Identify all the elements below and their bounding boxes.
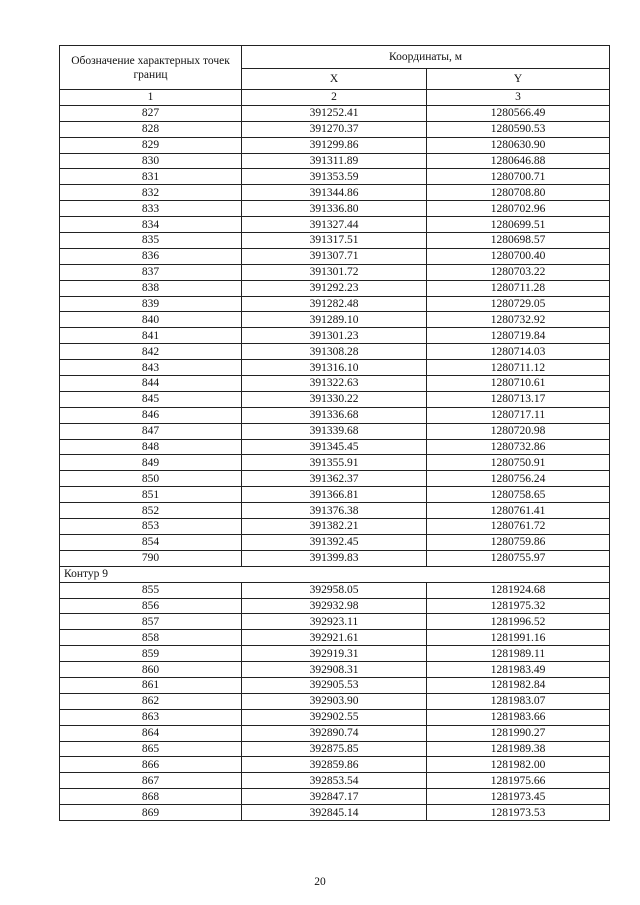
table-row xyxy=(60,185,610,201)
page-number: 20 xyxy=(314,876,326,888)
point-number-cell: 843 xyxy=(60,360,242,376)
x-coordinate-cell: 391336.68 xyxy=(242,407,427,423)
y-coordinate-cell: 1280699.51 xyxy=(427,217,610,233)
table-row xyxy=(60,709,610,725)
x-coordinate-cell: 392958.05 xyxy=(242,582,427,598)
x-coordinate-cell: 391317.51 xyxy=(242,233,427,249)
table-row xyxy=(60,344,610,360)
x-coordinate-cell: 391292.23 xyxy=(242,280,427,296)
y-coordinate-cell: 1280698.57 xyxy=(427,233,610,249)
table-row xyxy=(60,312,610,328)
table-row xyxy=(60,519,610,535)
y-coordinate-cell: 1280700.71 xyxy=(427,169,610,185)
x-coordinate-cell: 392905.53 xyxy=(242,677,427,693)
x-coordinate-cell: 391311.89 xyxy=(242,153,427,169)
point-number-cell: 851 xyxy=(60,487,242,503)
table-row xyxy=(60,264,610,280)
x-coordinate-cell: 391344.86 xyxy=(242,185,427,201)
table-row xyxy=(60,248,610,264)
y-coordinate-cell: 1280755.97 xyxy=(427,550,610,566)
designation-header: Обозначение характерных точек границ xyxy=(60,46,242,90)
y-coordinate-cell: 1280590.53 xyxy=(427,121,610,137)
point-number-cell: 837 xyxy=(60,264,242,280)
table-row xyxy=(60,391,610,407)
x-coordinate-cell: 391301.72 xyxy=(242,264,427,280)
point-number-cell: 831 xyxy=(60,169,242,185)
table-row xyxy=(60,121,610,137)
table-row xyxy=(60,725,610,741)
table-row xyxy=(60,407,610,423)
y-coordinate-cell: 1280630.90 xyxy=(427,137,610,153)
y-coordinate-cell: 1281982.84 xyxy=(427,677,610,693)
x-header: X xyxy=(242,69,427,90)
table-row xyxy=(60,360,610,376)
y-coordinate-cell: 1281973.45 xyxy=(427,789,610,805)
point-number-cell: 790 xyxy=(60,550,242,566)
x-coordinate-cell: 391289.10 xyxy=(242,312,427,328)
x-coordinate-cell: 391339.68 xyxy=(242,423,427,439)
x-coordinate-cell: 391345.45 xyxy=(242,439,427,455)
y-coordinate-cell: 1281973.53 xyxy=(427,805,610,821)
y-coordinate-cell: 1280711.12 xyxy=(427,360,610,376)
table-row xyxy=(60,169,610,185)
point-number-cell: 845 xyxy=(60,391,242,407)
table-row xyxy=(60,598,610,614)
point-number-cell: 859 xyxy=(60,646,242,662)
point-number-cell: 844 xyxy=(60,376,242,392)
x-coordinate-cell: 392875.85 xyxy=(242,741,427,757)
point-number-cell: 834 xyxy=(60,217,242,233)
x-coordinate-cell: 391392.45 xyxy=(242,534,427,550)
coordinates-table xyxy=(59,45,610,821)
column-number-row xyxy=(60,90,610,106)
table-row xyxy=(60,741,610,757)
x-coordinate-cell: 391316.10 xyxy=(242,360,427,376)
y-coordinate-cell: 1281989.11 xyxy=(427,646,610,662)
point-number-cell: 853 xyxy=(60,519,242,535)
y-coordinate-cell: 1280700.40 xyxy=(427,248,610,264)
x-coordinate-cell: 391282.48 xyxy=(242,296,427,312)
point-number-cell: 856 xyxy=(60,598,242,614)
table-row xyxy=(60,582,610,598)
table-row xyxy=(60,487,610,503)
point-number-cell: 835 xyxy=(60,233,242,249)
point-number-cell: 861 xyxy=(60,677,242,693)
x-coordinate-cell: 391355.91 xyxy=(242,455,427,471)
y-coordinate-cell: 1281996.52 xyxy=(427,614,610,630)
x-coordinate-cell: 392903.90 xyxy=(242,693,427,709)
y-coordinate-cell: 1280729.05 xyxy=(427,296,610,312)
table-row xyxy=(60,137,610,153)
y-coordinate-cell: 1281982.00 xyxy=(427,757,610,773)
x-coordinate-cell: 392919.31 xyxy=(242,646,427,662)
y-coordinate-cell: 1280646.88 xyxy=(427,153,610,169)
x-coordinate-cell: 392921.61 xyxy=(242,630,427,646)
y-coordinate-cell: 1280756.24 xyxy=(427,471,610,487)
table-row xyxy=(60,534,610,550)
point-number-cell: 868 xyxy=(60,789,242,805)
table-row xyxy=(60,693,610,709)
point-number-cell: 848 xyxy=(60,439,242,455)
x-coordinate-cell: 391308.28 xyxy=(242,344,427,360)
x-coordinate-cell: 392847.17 xyxy=(242,789,427,805)
table-row xyxy=(60,789,610,805)
point-number-cell: 827 xyxy=(60,105,242,121)
table-row xyxy=(60,423,610,439)
point-number-cell: 860 xyxy=(60,662,242,678)
table-row xyxy=(60,677,610,693)
y-coordinate-cell: 1280714.03 xyxy=(427,344,610,360)
table-row xyxy=(60,773,610,789)
table-row xyxy=(60,280,610,296)
column-number: 3 xyxy=(427,90,610,106)
point-number-cell: 840 xyxy=(60,312,242,328)
y-coordinate-cell: 1280708.80 xyxy=(427,185,610,201)
point-number-cell: 849 xyxy=(60,455,242,471)
table-row xyxy=(60,471,610,487)
point-number-cell: 829 xyxy=(60,137,242,153)
x-coordinate-cell: 391252.41 xyxy=(242,105,427,121)
table-row xyxy=(60,630,610,646)
table-row xyxy=(60,662,610,678)
y-coordinate-cell: 1281983.07 xyxy=(427,693,610,709)
table-row xyxy=(60,105,610,121)
table-body xyxy=(60,105,610,820)
x-coordinate-cell: 392908.31 xyxy=(242,662,427,678)
x-coordinate-cell: 392932.98 xyxy=(242,598,427,614)
y-coordinate-cell: 1280710.61 xyxy=(427,376,610,392)
point-number-cell: 836 xyxy=(60,248,242,264)
y-coordinate-cell: 1281983.49 xyxy=(427,662,610,678)
x-coordinate-cell: 391399.83 xyxy=(242,550,427,566)
table-row xyxy=(60,439,610,455)
y-coordinate-cell: 1280758.65 xyxy=(427,487,610,503)
x-coordinate-cell: 391336.80 xyxy=(242,201,427,217)
x-coordinate-cell: 392859.86 xyxy=(242,757,427,773)
y-coordinate-cell: 1280717.11 xyxy=(427,407,610,423)
x-coordinate-cell: 391330.22 xyxy=(242,391,427,407)
y-coordinate-cell: 1280713.17 xyxy=(427,391,610,407)
coordinates-header: Координаты, м xyxy=(242,46,610,69)
point-number-cell: 867 xyxy=(60,773,242,789)
table-row xyxy=(60,296,610,312)
y-coordinate-cell: 1280703.22 xyxy=(427,264,610,280)
point-number-cell: 842 xyxy=(60,344,242,360)
table-row xyxy=(60,757,610,773)
y-coordinate-cell: 1281975.32 xyxy=(427,598,610,614)
point-number-cell: 850 xyxy=(60,471,242,487)
x-coordinate-cell: 391362.37 xyxy=(242,471,427,487)
point-number-cell: 838 xyxy=(60,280,242,296)
y-coordinate-cell: 1281990.27 xyxy=(427,725,610,741)
table-row xyxy=(60,503,610,519)
point-number-cell: 863 xyxy=(60,709,242,725)
point-number-cell: 854 xyxy=(60,534,242,550)
x-coordinate-cell: 391299.86 xyxy=(242,137,427,153)
y-coordinate-cell: 1281924.68 xyxy=(427,582,610,598)
x-coordinate-cell: 392845.14 xyxy=(242,805,427,821)
y-coordinate-cell: 1280702.96 xyxy=(427,201,610,217)
y-coordinate-cell: 1280566.49 xyxy=(427,105,610,121)
y-coordinate-cell: 1280732.92 xyxy=(427,312,610,328)
y-coordinate-cell: 1280720.98 xyxy=(427,423,610,439)
contour-row xyxy=(60,566,610,582)
table-row xyxy=(60,217,610,233)
y-coordinate-cell: 1280732.86 xyxy=(427,439,610,455)
table-row xyxy=(60,153,610,169)
contour-label: Контур 9 xyxy=(60,566,610,582)
table-row xyxy=(60,550,610,566)
y-coordinate-cell: 1280759.86 xyxy=(427,534,610,550)
table-row xyxy=(60,805,610,821)
x-coordinate-cell: 392853.54 xyxy=(242,773,427,789)
x-coordinate-cell: 392902.55 xyxy=(242,709,427,725)
y-coordinate-cell: 1280750.91 xyxy=(427,455,610,471)
point-number-cell: 841 xyxy=(60,328,242,344)
column-number: 2 xyxy=(242,90,427,106)
table-row xyxy=(60,614,610,630)
point-number-cell: 866 xyxy=(60,757,242,773)
table-row xyxy=(60,646,610,662)
y-coordinate-cell: 1281989.38 xyxy=(427,741,610,757)
point-number-cell: 852 xyxy=(60,503,242,519)
y-coordinate-cell: 1281975.66 xyxy=(427,773,610,789)
column-number: 1 xyxy=(60,90,242,106)
point-number-cell: 847 xyxy=(60,423,242,439)
point-number-cell: 869 xyxy=(60,805,242,821)
y-coordinate-cell: 1281983.66 xyxy=(427,709,610,725)
point-number-cell: 857 xyxy=(60,614,242,630)
x-coordinate-cell: 391366.81 xyxy=(242,487,427,503)
x-coordinate-cell: 391322.63 xyxy=(242,376,427,392)
point-number-cell: 828 xyxy=(60,121,242,137)
point-number-cell: 846 xyxy=(60,407,242,423)
point-number-cell: 864 xyxy=(60,725,242,741)
point-number-cell: 858 xyxy=(60,630,242,646)
point-number-cell: 832 xyxy=(60,185,242,201)
x-coordinate-cell: 391301.23 xyxy=(242,328,427,344)
table-row xyxy=(60,201,610,217)
point-number-cell: 839 xyxy=(60,296,242,312)
point-number-cell: 830 xyxy=(60,153,242,169)
x-coordinate-cell: 391327.44 xyxy=(242,217,427,233)
point-number-cell: 865 xyxy=(60,741,242,757)
table-row xyxy=(60,376,610,392)
table-row xyxy=(60,328,610,344)
x-coordinate-cell: 392890.74 xyxy=(242,725,427,741)
x-coordinate-cell: 391270.37 xyxy=(242,121,427,137)
point-number-cell: 833 xyxy=(60,201,242,217)
table-row xyxy=(60,233,610,249)
y-coordinate-cell: 1280711.28 xyxy=(427,280,610,296)
point-number-cell: 862 xyxy=(60,693,242,709)
x-coordinate-cell: 391353.59 xyxy=(242,169,427,185)
x-coordinate-cell: 391376.38 xyxy=(242,503,427,519)
table-row xyxy=(60,455,610,471)
y-coordinate-cell: 1280761.41 xyxy=(427,503,610,519)
y-coordinate-cell: 1280719.84 xyxy=(427,328,610,344)
y-header: Y xyxy=(427,69,610,90)
point-number-cell: 855 xyxy=(60,582,242,598)
y-coordinate-cell: 1280761.72 xyxy=(427,519,610,535)
x-coordinate-cell: 391307.71 xyxy=(242,248,427,264)
x-coordinate-cell: 391382.21 xyxy=(242,519,427,535)
x-coordinate-cell: 392923.11 xyxy=(242,614,427,630)
y-coordinate-cell: 1281991.16 xyxy=(427,630,610,646)
